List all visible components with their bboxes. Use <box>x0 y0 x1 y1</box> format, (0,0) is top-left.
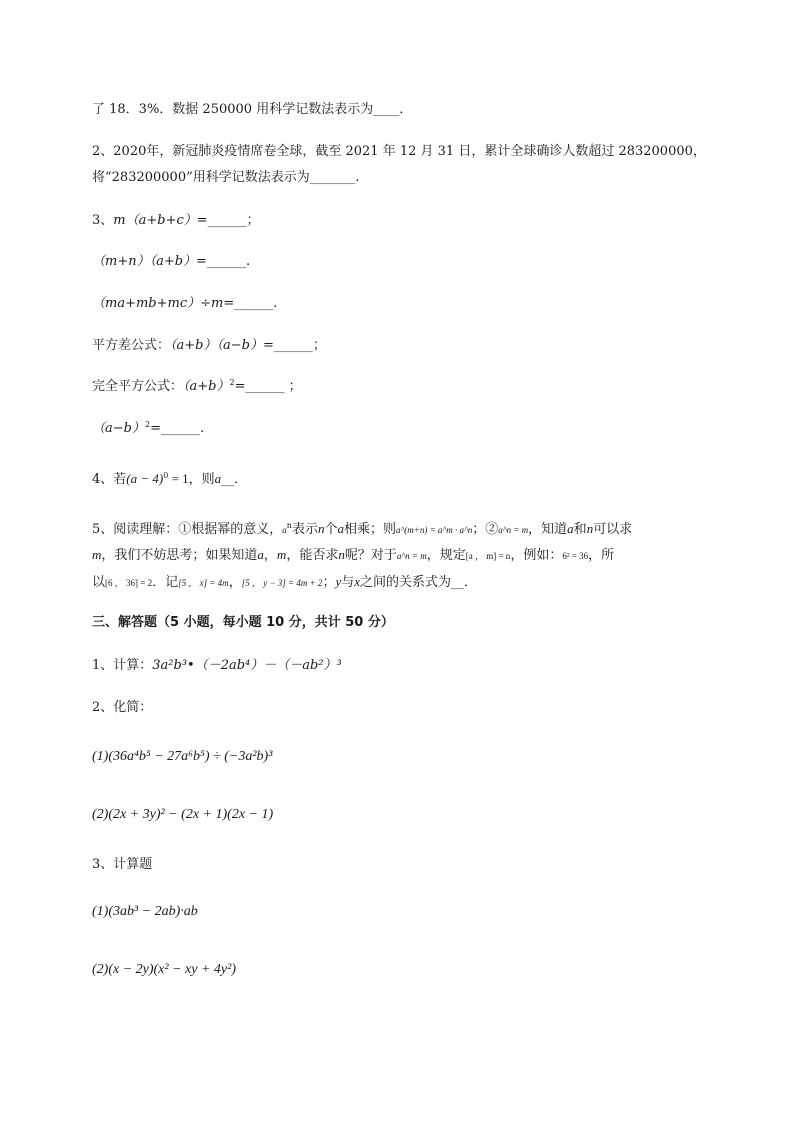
text: ，能否求 <box>286 548 339 563</box>
formula: [a ， m] = n <box>465 551 511 561</box>
variable: n <box>586 521 594 536</box>
exponent: 2 <box>229 378 235 387</box>
question-4 <box>92 470 247 489</box>
variable: a <box>257 547 264 562</box>
exponent: 2 <box>144 420 151 429</box>
solve-question-3-part-2: (2)(x − 2y)(x² − xy + 4y²) <box>92 962 236 977</box>
text: ，知道 <box>528 522 568 537</box>
question-3-line-2 <box>92 253 250 271</box>
expression: （ma+mb+mc）÷m= <box>92 296 235 311</box>
equals: = 1 <box>168 471 189 486</box>
blank: ______； <box>207 213 260 228</box>
question-3-line-4 <box>92 337 326 355</box>
expression: （a+b） <box>183 379 230 394</box>
variable: a <box>567 521 574 536</box>
section-heading: 三、解答题（5 小题，每小题 10 分，共计 50 分） <box>92 615 394 630</box>
text: ，例如： <box>510 548 563 563</box>
text: 表示 <box>291 522 318 537</box>
text: ，规定 <box>426 548 466 563</box>
text: 可以求 <box>593 522 633 537</box>
formula: a^n = m <box>396 551 427 561</box>
formula: a^n = m <box>498 525 529 535</box>
text: 个 <box>324 522 338 537</box>
formula: [5 ， x] = 4m <box>178 578 229 588</box>
question-5-line-1 <box>92 520 632 539</box>
question-5-line-2 <box>92 546 614 565</box>
blank: ______. <box>160 421 205 436</box>
formula: a^(m+n) = a^m · a^n <box>395 525 473 535</box>
text: 之间的关系式为__． <box>360 575 478 590</box>
text: 呢？对于 <box>344 548 397 563</box>
question-2-line-1: 2、2020年，新冠肺炎疫情席卷全球，截至 2021 年 12 月 31 日，累计全球确诊人数超过 283200000， <box>92 144 706 159</box>
question-3-line-1 <box>92 212 260 230</box>
text: 和 <box>573 522 587 537</box>
solve-question-2-label: 2、化简： <box>92 700 153 715</box>
label: 4、若 <box>92 472 127 487</box>
blank: ______. <box>206 254 251 269</box>
solve-question-3-part-1: (1)(3ab³ − 2ab)·ab <box>92 904 198 919</box>
variable: x <box>354 574 361 589</box>
exponent: 0 <box>163 471 169 480</box>
label: 3、 <box>92 213 114 228</box>
expression: (a − 4) <box>126 471 164 486</box>
variable: y <box>335 574 342 589</box>
question-2-line-2: 将“283200000”用科学记数法表示为_______. <box>92 170 360 185</box>
formula: [6 ， 36] = 2 <box>105 578 153 588</box>
text: 5、阅读理解：①根据幂的意义， <box>92 522 283 537</box>
text: ； <box>322 575 336 590</box>
solve-question-2-part-2: (2)(2x + 3y)² − (2x + 1)(2x − 1) <box>92 807 274 822</box>
text: ，我们不妨思考；如果知道 <box>101 548 258 563</box>
variable: a <box>214 471 222 486</box>
label: 平方差公式： <box>92 338 171 353</box>
expression: 3a²b³•（－2ab⁴）－（－ab²）³ <box>152 658 342 673</box>
variable: n <box>317 521 325 536</box>
blank: ______ ； <box>245 379 302 394</box>
text: 与 <box>341 575 355 590</box>
expression: m（a+b+c）= <box>113 213 208 228</box>
question-3-line-3 <box>92 295 277 313</box>
text: ，则 <box>188 472 215 487</box>
formula: 6² = 36 <box>562 551 589 561</box>
label: 1、计算： <box>92 658 153 673</box>
variable: n <box>338 547 345 562</box>
text: ， <box>228 575 242 590</box>
solve-question-1 <box>92 657 342 675</box>
question-5-line-3 <box>92 573 477 592</box>
question-3-line-6 <box>92 420 204 438</box>
equals: = <box>234 379 246 394</box>
variable: m <box>92 547 102 562</box>
text: ；② <box>472 522 499 537</box>
text: 以 <box>92 575 106 590</box>
paragraph-fill-blank-1: 了 18．3%．数据 250000 用科学记数法表示为____． <box>92 102 413 117</box>
expression: （a−b） <box>92 421 145 436</box>
variable: a <box>282 525 287 535</box>
blank: ______. <box>234 296 278 311</box>
question-3-line-5 <box>92 378 302 396</box>
equals: = <box>150 421 161 436</box>
text: ，所 <box>588 548 615 563</box>
solve-question-3-label: 3、计算题 <box>92 857 153 872</box>
variable: a <box>337 521 344 536</box>
text: ．记 <box>152 575 179 590</box>
label: 完全平方公式： <box>92 379 184 394</box>
text: 相乘；则 <box>343 522 396 537</box>
expression: （m+n）（a+b）= <box>92 254 207 269</box>
solve-question-2-part-1: (1)(36a⁴b⁵ − 27a⁶b⁵) ÷ (−3a²b)³ <box>92 749 273 764</box>
blank: ______； <box>273 338 326 353</box>
blank: __． <box>221 472 248 487</box>
formula: [5 ， y − 3] = 4m + 2 <box>241 578 323 588</box>
text: ， <box>263 548 277 563</box>
expression: （a+b）（a−b）= <box>170 338 274 353</box>
exponent: n <box>286 521 292 530</box>
variable: m <box>276 547 287 562</box>
